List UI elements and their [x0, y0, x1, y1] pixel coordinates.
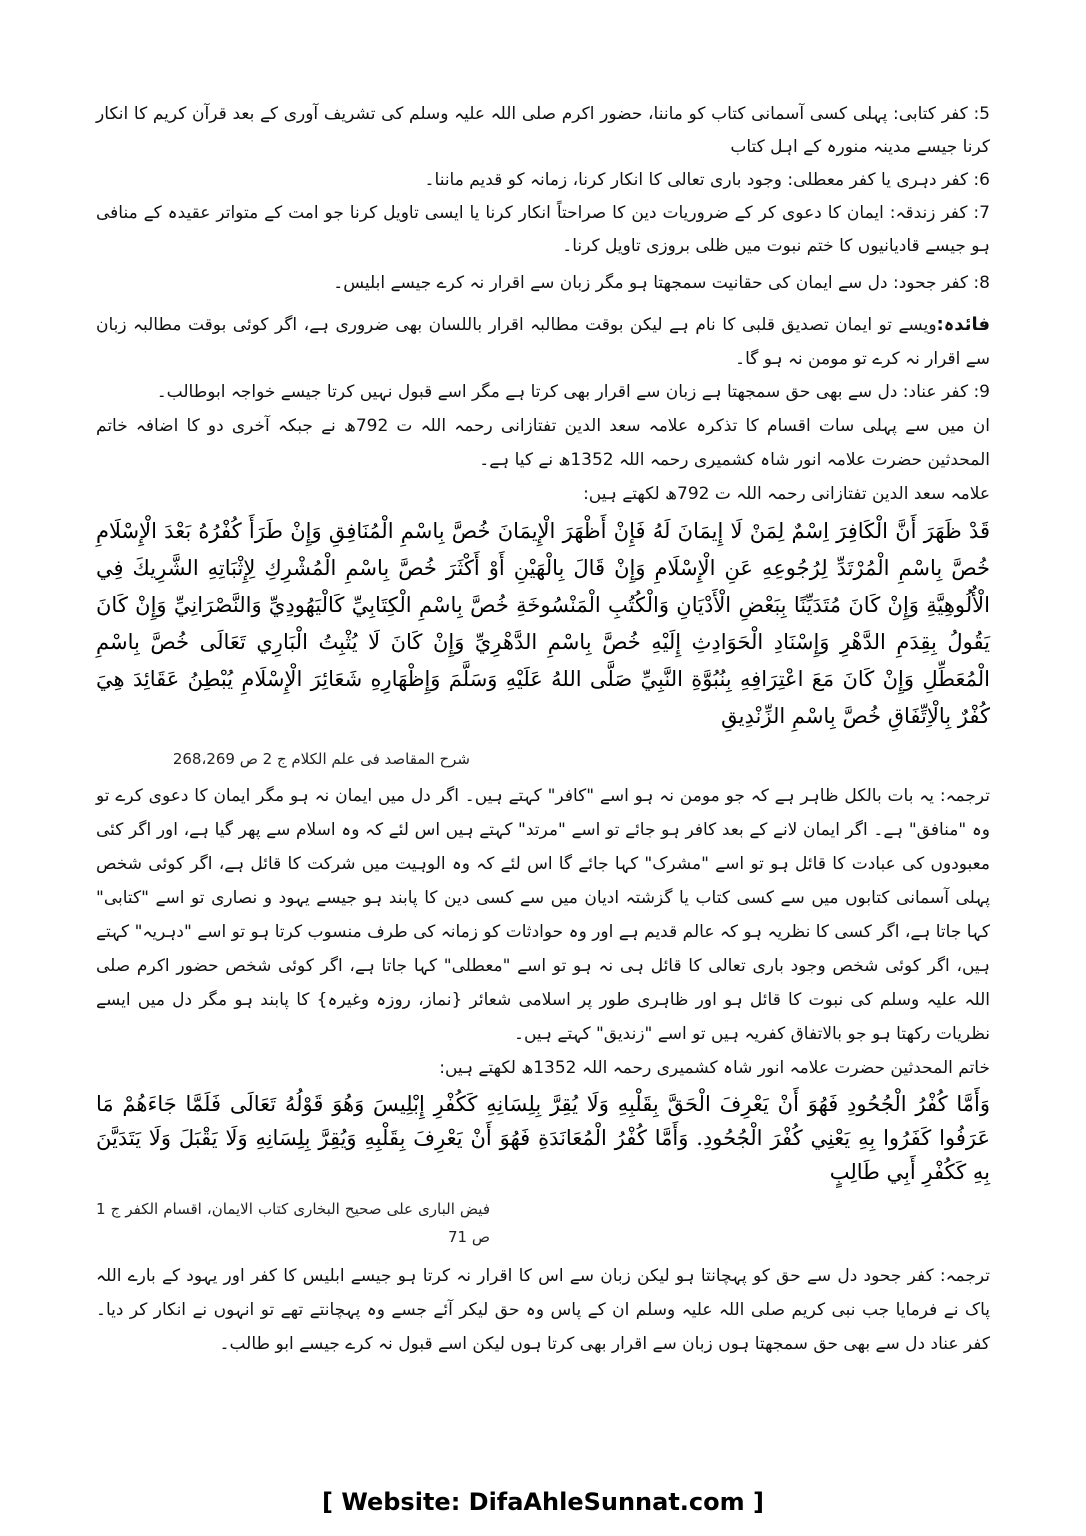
website-footer: [ Website: DifaAhleSunnat.com ] [322, 1488, 764, 1516]
list-item-kufr-juhood: 8: کفر جحود: دل سے ایمان کی حقانیت سمجھتا ہو مگر زبان سے اقرار نہ کرے جیسے ابلیس۔ [333, 273, 990, 293]
list-item-kufr-zandaqa: 7: کفر زندقہ: ایمان کا دعوی کر کے ضروریات دین کا صراحتاً انکار کرنا یا ایسی تاویل کرنا جو امت کے متواتر عقیدہ کے منافی ہو جیسے قادیانیوں کا ختم نبوت میں ظلی بروزی تاویل کرنا۔ [96, 203, 990, 256]
quote2-intro: خاتم المحدثین حضرت علامہ انور شاہ کشمیری رحمہ اللہ 1352ھ لکھتے ہیں: [439, 1058, 990, 1078]
quote2-reference: فیض الباری علی صحیح البخاری کتاب الایمان، اقسام الکفر ج 1 ص 71 [96, 1200, 490, 1246]
list-item-kufr-inad: 9: کفر عناد: دل سے بھی حق سمجھتا ہے زبان سے اقرار بھی کرتا ہے مگر اسے قبول نہیں کرتا جیسے خواجہ ابوطالب۔ [156, 382, 990, 402]
quote1-arabic: قَدْ ظَهَرَ أَنَّ الْكَافِرَ اِسْمٌ لِمَنْ لَا إِيمَانَ لَهُ فَإِنْ أَظْهَرَ الْإِيمَانَ خُصَّ بِاسْمِ الْمُنَافِقِ وَإِنْ طَرَأَ كُفْرُهُ بَعْدَ الْإِسْلَامِ خُصَّ بِاسْمِ الْمُرْتَدِّ لِرُجُوعِهِ عَنِ الْإِسْلَامِ وَإِنْ قَالَ بِالْهَيْنِ أَوْ أَكْثَرَ خُصَّ بِاسْمِ الْمُشْرِكِ لِإِثْبَاتِهِ الشَّرِيكَ فِي الْأُلُوهِيَّةِ وَإِنْ كَانَ مُتَدَيِّنًا بِبَعْضِ الْأَدْيَانِ وَالْكُتُبِ الْمَنْسُوخَةِ خُصَّ بِاسْمِ الْكِتَابِيِّ كَالْيَهُودِيِّ وَالنَّصْرَانِيِّ وَإِنْ كَانَ يَقُولُ بِقِدَمِ الدَّهْرِ وَإِسْنَادِ الْحَوَادِثِ إِلَيْهِ خُصَّ بِاسْمِ الدَّهْرِيِّ وَإِنْ كَانَ لَا يُثْبِتُ الْبَارِي تَعَالَى خُصَّ بِاسْمِ الْمُعَطِّلِ وَإِنْ كَانَ مَعَ اعْتِرَافِهِ بِنُبُوَّةِ النَّبِيِّ صَلَّى اللهُ عَلَيْهِ وَسَلَّمَ وَإِظْهَارِهِ شَعَائِرَ الْإِسْلَامِ يُبْطِنُ عَقَائِدَ هِيَ كُفْرٌ بِالْاِتِّفَاقِ خُصَّ بِاسْمِ الزِّنْدِيقِ [96, 519, 990, 728]
faida-text: ویسے تو ایمان تصدیق قلبی کا نام ہے لیکن بوقت مطالبہ اقرار باللسان بھی ضروری ہے، اگر کوئی بوقت مطالبہ زبان سے اقرار نہ کرے تو مومن نہ ہو گا۔ [96, 315, 990, 369]
quote1-intro: علامہ سعد الدین تفتازانی رحمہ اللہ ت 792ھ لکھتے ہیں: [583, 484, 990, 504]
list-item-kufr-kitabi: 5: کفر کتابی: پہلی کسی آسمانی کتاب کو ماننا، حضور اکرم صلی اللہ علیہ وسلم کی تشریف آوری کے بعد قرآن کریم کا انکار کرنا جیسے مدینہ منورہ کے اہل کتاب [96, 104, 990, 157]
translation2: ترجمہ: کفر جحود دل سے حق کو پہچانتا ہو لیکن زبان سے اس کا اقرار نہ کرتا ہو جیسے ابلیس کا کفر اور یہود کے بارے اللہ پاک نے فرمایا جب نبی کریم صلی اللہ علیہ وسلم ان کے پاس وہ حق لیکر آئے جسے وہ پہچانتے تھے تو انہوں نے انکار کر دیا۔ کفر عناد دل سے بھی حق سمجھتا ہوں زبان سے اقرار بھی کرتا ہوں لیکن اسے قبول نہ کرے جیسے ابو طالب۔ [96, 1266, 990, 1354]
translation1: ترجمہ: یہ بات بالکل ظاہر ہے کہ جو مومن نہ ہو اسے "کافر" کہتے ہیں۔ اگر دل میں ایمان نہ ہو مگر ایمان کا دعوی کرے تو وہ "منافق" ہے۔ اگر ایمان لانے کے بعد کافر ہو جائے تو اسے "مرتد" کہتے ہیں اس لئے کہ وہ اسلام سے پھر گیا ہے، اور اگر کئی معبودوں کی عبادت کا قائل ہو تو اسے "مشرک" کہا جائے گا اس لئے کہ وہ الوہیت میں شرکت کا قائل ہے، اگر کوئی شخص پہلی آسمانی کتابوں میں سے کسی کتاب یا گزشتہ ادیان میں سے کسی دین کا پابند ہو جیسے یہود و نصاری تو اسے "کتابی" کہا جاتا ہے، اگر کسی کا نظریہ ہو کہ عالم قدیم ہے اور وہ حوادثات کو زمانہ کی طرف منسوب کرتا ہو تو اسے "دہریہ" کہتے ہیں، اگر کوئی شخص وجود باری تعالی کا قائل ہی نہ ہو تو اسے "معطلی" کہا جاتا ہے، اگر کوئی شخص حضور اکرم صلی اللہ علیہ وسلم کی نبوت کا قائل ہو اور ظاہری طور پر اسلامی شعائر {نماز، روزہ وغیرہ} کا پابند ہو مگر دل میں ایسے نظریات رکھتا ہو جو بالاتفاق کفریہ ہیں تو اسے "زندیق" کہتے ہیں۔ [96, 786, 990, 1044]
summary-paragraph: ان میں سے پہلی سات اقسام کا تذکرہ علامہ سعد الدین تفتازانی رحمہ اللہ ت 792ھ نے جبکہ آخری دو کا اضافہ خاتم المحدثین حضرت علامہ انور شاہ کشمیری رحمہ اللہ 1352ھ نے کیا ہے۔ [96, 416, 990, 470]
quote2-arabic: وَأَمَّا كُفْرُ الْجُحُودِ فَهُوَ أَنْ يَعْرِفَ الْحَقَّ بِقَلْبِهِ وَلَا يُقِرَّ بِلِسَانِهِ كَكُفْرِ إِبْلِيسَ وَهُوَ قَوْلُهُ تَعَالَى فَلَمَّا جَاءَهُمْ مَا عَرَفُوا كَفَرُوا بِهِ يَعْنِي كُفْرَ الْجُحُودِ. وَأَمَّا كُفْرُ الْمُعَانَدَةِ فَهُوَ أَنْ يَعْرِفَ بِقَلْبِهِ وَيُقِرَّ بِلِسَانِهِ وَلَا يَقْبَلَ وَلَا يَتَدَيَّنَ بِهِ كَكُفْرِ أَبِي طَالِبٍ [96, 1092, 990, 1184]
list-item-kufr-dahri: 6: کفر دہری یا کفر معطلی: وجود باری تعالی کا انکار کرنا، زمانہ کو قدیم ماننا۔ [424, 170, 990, 190]
quote1-reference: شرح المقاصد فی علم الکلام ج 2 ص 268،269 [172, 750, 470, 768]
faida-label: فائدہ: [936, 314, 990, 335]
page-content [96, 98, 990, 1361]
faida-note [96, 308, 990, 376]
